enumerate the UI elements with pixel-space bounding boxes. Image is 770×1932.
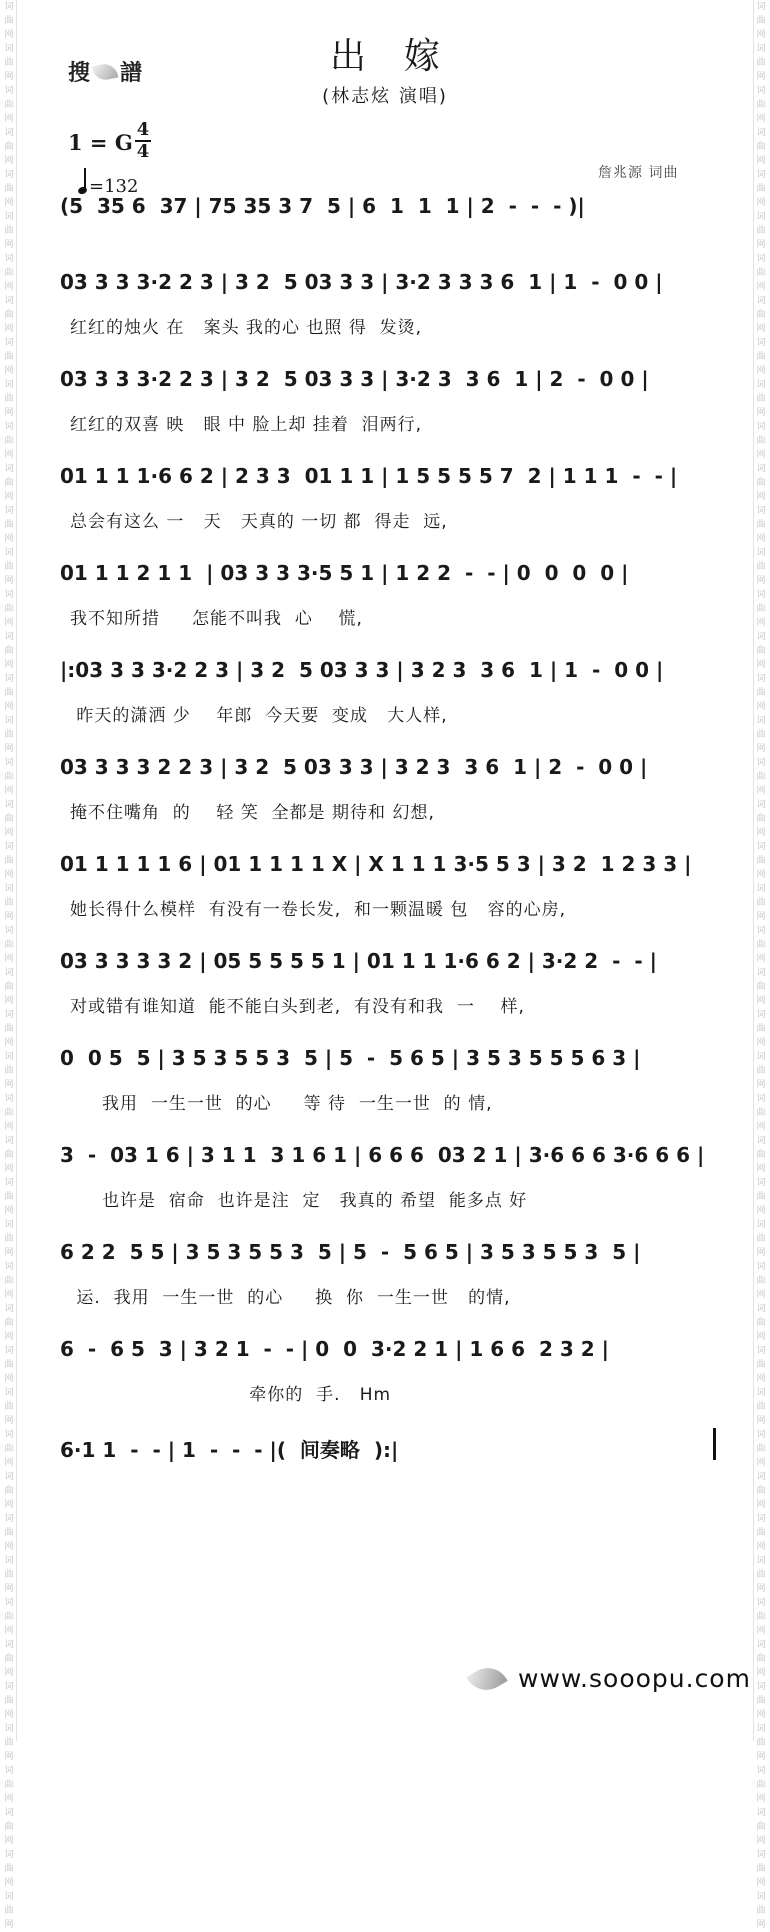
website-watermark <box>470 1664 751 1693</box>
line-4-notes: 01 1 1 2 1 1 | 03 3 3 3·5 5 1 | 1 2 2 - - | 0 0 0 0 | <box>60 561 629 585</box>
line-1-lyrics: 红红的烛火 在 案头 我的心 也照 得 发烫, <box>70 318 423 338</box>
line-8-notes: 03 3 3 3 3 2 | 05 5 5 5 5 1 | 01 1 1 1·6 6 2 | 3·2 2 - - | <box>60 949 657 973</box>
logo-char-left: 搜 <box>68 61 91 86</box>
time-signature-bottom: 4 <box>136 141 150 162</box>
line-5-notes: |:03 3 3 3·2 2 3 | 3 2 5 03 3 3 | 3 2 3 3 6 1 | 1 - 0 0 | <box>60 658 664 682</box>
line-8-lyrics: 对或错有谁知道 能不能白头到老, 有没有和我 一 样, <box>70 997 525 1017</box>
composer-credit: 詹兆源 词曲 <box>598 165 679 181</box>
time-signature-top: 4 <box>136 119 150 140</box>
tempo-value: =132 <box>89 176 139 197</box>
line-5-lyrics: 昨天的潇洒 少 年郎 今天要 变成 大人样, <box>70 706 448 726</box>
line-6-notes: 03 3 3 3 2 2 3 | 3 2 5 03 3 3 | 3 2 3 3 6 1 | 2 - 0 0 | <box>60 755 648 779</box>
line-13-notes: 6·1 1 - - | 1 - - - |( 间奏略 ):| <box>60 1438 399 1462</box>
line-1-notes: 03 3 3 3·2 2 3 | 3 2 5 03 3 3 | 3·2 3 3 3 6 1 | 1 - 0 0 | <box>60 270 663 294</box>
line-11-notes: 6 2 2 5 5 | 3 5 3 5 5 3 5 | 5 - 5 6 5 | 3 5 3 5 5 3 5 | <box>60 1240 641 1264</box>
line-12-lyrics: 牵你的 手. Hm <box>70 1385 392 1405</box>
line-3-lyrics: 总会有这么 一 天 天真的 一切 都 得走 远, <box>70 512 448 532</box>
singer-credit: (林志炫 演唱) <box>322 86 448 107</box>
line-9-lyrics: 我用 一生一世 的心 等 待 一生一世 的 情, <box>70 1094 493 1114</box>
right-side-watermark: 词曲网词曲网词曲网词曲网词曲网词曲网词曲网词曲网词曲网词曲网词曲网词曲网词曲网词曲网词曲网词曲网词曲网词曲网词曲网词曲网词曲网词曲网词曲网词曲网词曲网词曲网词曲网词曲网词曲网词曲网词曲网词曲网词曲网词曲网词曲网词曲网词曲网词曲网词曲网词曲网词曲网词曲网词曲网词曲网词曲网词曲网 <box>753 0 768 1741</box>
line-12-notes: 6 - 6 5 3 | 3 2 1 - - | 0 0 3·2 2 1 | 1 6 6 2 3 2 | <box>60 1337 609 1361</box>
website-url: www.sooopu.com <box>518 1664 751 1693</box>
line-2-lyrics: 红红的双喜 映 眼 中 脸上却 挂着 泪两行, <box>70 415 423 435</box>
intro-notation: (5 35 6 37 | 75 35 3 7 5 | 6 1 1 1 | 2 - - - )| <box>60 194 585 218</box>
line-11-lyrics: 运. 我用 一生一世 的心 换 你 一生一世 的情, <box>70 1288 511 1308</box>
left-side-watermark: 词曲网词曲网词曲网词曲网词曲网词曲网词曲网词曲网词曲网词曲网词曲网词曲网词曲网词曲网词曲网词曲网词曲网词曲网词曲网词曲网词曲网词曲网词曲网词曲网词曲网词曲网词曲网词曲网词曲网词曲网词曲网词曲网词曲网词曲网词曲网词曲网词曲网词曲网词曲网词曲网词曲网词曲网词曲网词曲网词曲网词曲网 <box>2 0 17 1741</box>
song-title: 出嫁 <box>329 36 478 77</box>
note-stem <box>84 168 86 188</box>
line-7-lyrics: 她长得什么模样 有没有一卷长发, 和一颗温暖 包 容的心房, <box>70 900 567 920</box>
line-10-lyrics: 也许是 宿命 也许是注 定 我真的 希望 能多点 好 <box>70 1191 528 1211</box>
logo-char-right: 譜 <box>120 61 143 86</box>
line-7-notes: 01 1 1 1 1 6 | 01 1 1 1 1 X | X 1 1 1 3·5 5 3 | 3 2 1 2 3 3 | <box>60 852 692 876</box>
line-2-notes: 03 3 3 3·2 2 3 | 3 2 5 03 3 3 | 3·2 3 3 6 1 | 2 - 0 0 | <box>60 367 649 391</box>
line-3-notes: 01 1 1 1·6 6 2 | 2 3 3 01 1 1 | 1 5 5 5 5 7 2 | 1 1 1 - - | <box>60 464 678 488</box>
time-signature <box>135 120 151 162</box>
leaf-logo-icon <box>466 1660 507 1698</box>
line-10-notes: 3 - 03 1 6 | 3 1 1 3 1 6 1 | 6 6 6 03 2 1 | 3·6 6 6 3·6 6 6 | <box>60 1143 705 1167</box>
line-6-lyrics: 掩不住嘴角 的 轻 笑 全都是 期待和 幻想, <box>70 803 435 823</box>
line-4-lyrics: 我不知所措 怎能不叫我 心 慌, <box>70 609 363 629</box>
key-signature: 1 = G <box>68 130 133 155</box>
final-barline <box>713 1428 716 1460</box>
line-9-notes: 0 0 5 5 | 3 5 3 5 5 3 5 | 5 - 5 6 5 | 3 5 3 5 5 5 6 3 | <box>60 1046 641 1070</box>
